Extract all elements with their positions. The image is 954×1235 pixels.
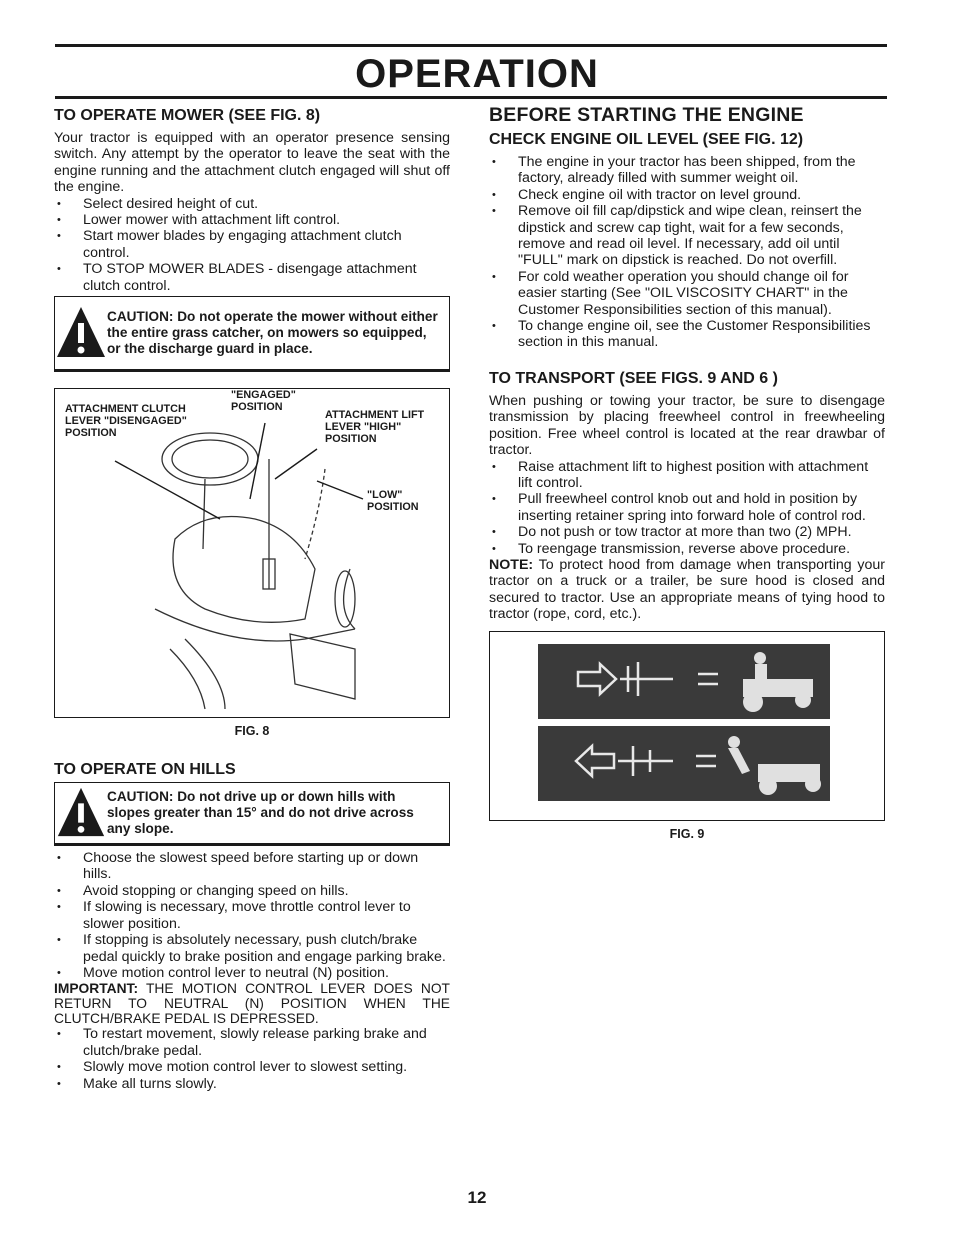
important-label: IMPORTANT: bbox=[54, 981, 139, 997]
engine-bullets bbox=[489, 154, 885, 351]
hills-bullets bbox=[54, 850, 450, 981]
important-text: THE MOTION CONTROL LEVER DOES NOT RETURN TO NEUTRAL (N) POSITION WHEN THE CLUTCH/BRAKE PEDAL IS DEPRESSED. bbox=[54, 981, 450, 1027]
mower-caution-text: CAUTION: Do not operate the mower without either the entire grass catcher, on mowers so equipped, or the discharge guard in place. bbox=[107, 309, 438, 356]
mower-intro: Your tractor is equipped with an operator presence sensing switch. Any attempt by the operator to leave the seat with the engine running and the attachment clutch engaged will shut off the engine. bbox=[54, 130, 450, 196]
list-item: • Raise attachment lift to highest position with attachment lift control. bbox=[489, 459, 885, 492]
list-item: • Slowly move motion control lever to slowest setting. bbox=[54, 1059, 450, 1075]
list-item: • To reengage transmission, reverse above procedure. bbox=[489, 541, 885, 557]
freewheel-engaged-photo bbox=[538, 644, 830, 719]
label-lift-lever-high: ATTACHMENT LIFT LEVER "HIGH" POSITION bbox=[325, 409, 425, 446]
transport-bullets bbox=[489, 459, 885, 557]
important-note bbox=[54, 981, 450, 1026]
label-attachment-clutch: ATTACHMENT CLUTCH LEVER "DISENGAGED" POSITION bbox=[65, 403, 187, 440]
mower-bullets bbox=[54, 196, 450, 294]
oil-subheading: CHECK ENGINE OIL LEVEL (SEE FIG. 12) bbox=[489, 131, 804, 148]
top-rule bbox=[55, 44, 887, 47]
note-text: To protect hood from damage when transporting your tractor on a truck or a trailer, be sure hood is closed and secured to tractor. Use an appropriate means of tying hood to tractor (rope, cord, etc.). bbox=[489, 556, 886, 623]
figure-9 bbox=[489, 631, 885, 821]
list-item: • Do not push or tow tractor at more than two (2) MPH. bbox=[489, 524, 885, 540]
label-engaged-position: "ENGAGED" POSITION bbox=[231, 389, 296, 414]
list-item: • Avoid stopping or changing speed on hills. bbox=[54, 883, 450, 899]
list-item: • If stopping is absolutely necessary, push clutch/brake pedal quickly to brake position and engage parking brake. bbox=[54, 932, 450, 965]
fig8-caption: FIG. 8 bbox=[234, 724, 270, 739]
list-item: • Choose the slowest speed before starting up or down hills. bbox=[54, 850, 450, 883]
note-label: NOTE: bbox=[489, 556, 534, 573]
freewheel-disengaged-photo bbox=[538, 726, 830, 801]
hills-bullets-2 bbox=[54, 1026, 450, 1092]
fig9-caption: FIG. 9 bbox=[669, 826, 705, 841]
figure-8 bbox=[54, 388, 450, 718]
list-item: • For cold weather operation you should change oil for easier starting (See "OIL VISCOSITY CHART" in the Customer Responsibilities section of this manual). bbox=[489, 269, 885, 318]
list-item: • If slowing is necessary, move throttle control lever to slower position. bbox=[54, 899, 450, 932]
hills-caution-text: CAUTION: Do not drive up or down hills with slopes greater than 15° and do not drive across any slope. bbox=[107, 789, 414, 836]
list-item: • TO STOP MOWER BLADES - disengage attachment clutch control. bbox=[54, 261, 450, 294]
page-number: 12 bbox=[467, 1188, 487, 1207]
list-item: • To restart movement, slowly release parking brake and clutch/brake pedal. bbox=[54, 1026, 450, 1059]
right-column bbox=[489, 100, 885, 841]
mower-heading: TO OPERATE MOWER (SEE FIG. 8) bbox=[54, 107, 321, 124]
list-item: • Check engine oil with tractor on level ground. bbox=[489, 187, 885, 203]
transport-intro: When pushing or towing your tractor, be sure to disengage transmission by placing freewheel control in freewheeling position. Free wheel control is located at the rear drawbar of tractor. bbox=[489, 392, 885, 459]
label-low-position: "LOW" POSITION bbox=[367, 489, 419, 514]
list-item: • To change engine oil, see the Customer Responsibilities section in this manual. bbox=[489, 318, 885, 351]
list-item: • Move motion control lever to neutral (N) position. bbox=[54, 965, 450, 981]
transport-heading: TO TRANSPORT (SEE FIGS. 9 AND 6 ) bbox=[489, 369, 778, 387]
list-item: • Make all turns slowly. bbox=[54, 1076, 450, 1092]
left-column bbox=[54, 100, 450, 1092]
hills-caution-box bbox=[54, 782, 450, 846]
title-rule bbox=[55, 96, 887, 99]
list-item: • Remove oil fill cap/dipstick and wipe clean, reinsert the dipstick and screw cap tight, wait for a few seconds, remove and read oil level. If necessary, add oil until "FULL" mark on dipstick is reached. Do not overfill. bbox=[489, 203, 885, 269]
mower-caution-box bbox=[54, 296, 450, 372]
list-item: • Pull freewheel control knob out and hold in position by inserting retainer spring into forward hole of control rod. bbox=[489, 491, 885, 524]
engine-heading: BEFORE STARTING THE ENGINE bbox=[489, 104, 804, 126]
list-item: • Select desired height of cut. bbox=[54, 196, 450, 212]
transport-note bbox=[489, 557, 885, 623]
hills-heading: TO OPERATE ON HILLS bbox=[54, 761, 236, 779]
warning-triangle-icon bbox=[55, 305, 107, 361]
list-item: • Start mower blades by engaging attachment clutch control. bbox=[54, 228, 450, 261]
warning-triangle-icon bbox=[55, 786, 107, 840]
list-item: • The engine in your tractor has been shipped, from the factory, already filled with summer weight oil. bbox=[489, 154, 885, 187]
list-item: • Lower mower with attachment lift control. bbox=[54, 212, 450, 228]
page-title: OPERATION bbox=[355, 52, 599, 96]
